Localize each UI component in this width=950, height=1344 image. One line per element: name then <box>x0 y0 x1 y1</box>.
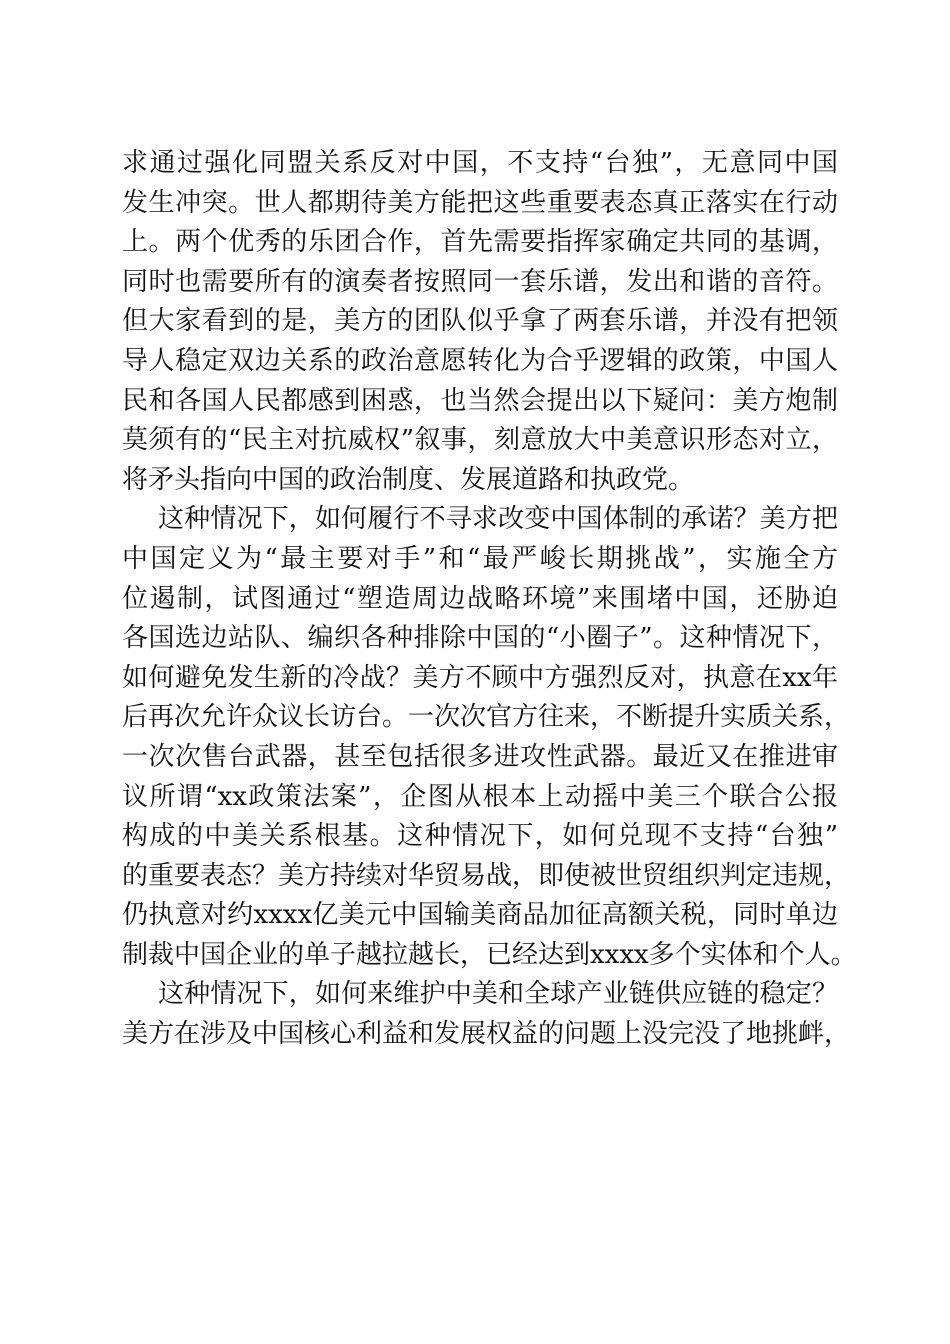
text-line: 上。两个优秀的乐团合作，首先需要指挥家确定共同的基调， <box>122 227 838 258</box>
text-line: 的重要表态？美方持续对华贸易战，即使被世贸组织判定违规， <box>122 860 851 891</box>
text-line: 这种情况下，如何履行不寻求改变中国体制的承诺？美方把 <box>158 504 838 535</box>
text-line: 民和各国人民都感到困惑，也当然会提出以下疑问：美方炮制 <box>122 385 838 416</box>
text-line: 发生冲突。世人都期待美方能把这些重要表态真正落实在行动 <box>122 187 838 218</box>
text-line: 求通过强化同盟关系反对中国，不支持“台独”，无意同中国 <box>122 148 838 178</box>
text-line: 美方在涉及中国核心利益和发展权益的问题上没完没了地挑衅， <box>122 1019 851 1050</box>
text-line: 中国定义为“最主要对手”和“最严峻长期挑战”，实施全方 <box>122 543 838 574</box>
text-line: 制裁中国企业的单子越拉越长，已经达到xxxx多个实体和个人。 <box>122 939 857 970</box>
text-line: 位遏制，试图通过“塑造周边战略环境”来围堵中国，还胁迫 <box>122 583 838 614</box>
text-line: 后再次允许众议长访台。一次次官方往来，不断提升实质关系， <box>122 702 851 733</box>
text-line: 各国选边站队、编织各种排除中国的“小圈子”。这种情况下， <box>122 623 838 654</box>
text-line: 一次次售台武器，甚至包括很多进攻性武器。最近又在推进审 <box>122 741 838 772</box>
text-line: 莫须有的“民主对抗威权”叙事，刻意放大中美意识形态对立， <box>122 425 838 456</box>
text-line: 如何避免发生新的冷战？美方不顾中方强烈反对，执意在xx年 <box>122 662 838 693</box>
text-line: 仍执意对约xxxx亿美元中国输美商品加征高额关税，同时单边 <box>122 900 838 931</box>
paragraph-1 <box>122 144 838 500</box>
paragraph-2 <box>122 500 857 975</box>
text-line: 这种情况下，如何来维护中美和全球产业链供应链的稳定？ <box>158 979 838 1010</box>
text-line: 议所谓“xx政策法案”，企图从根本上动摇中美三个联合公报 <box>122 781 838 812</box>
text-line: 但大家看到的是，美方的团队似乎拿了两套乐谱，并没有把领 <box>122 306 838 337</box>
text-line: 同时也需要所有的演奏者按照同一套乐谱，发出和谐的音符。 <box>122 266 838 297</box>
text-line: 导人稳定双边关系的政治意愿转化为合乎逻辑的政策，中国人 <box>122 345 838 376</box>
paragraph-3 <box>122 975 851 1054</box>
text-line: 构成的中美关系根基。这种情况下，如何兑现不支持“台独” <box>122 821 838 852</box>
body-text <box>122 144 857 1055</box>
text-line: 将矛头指向中国的政治制度、发展道路和执政党。 <box>122 464 695 495</box>
